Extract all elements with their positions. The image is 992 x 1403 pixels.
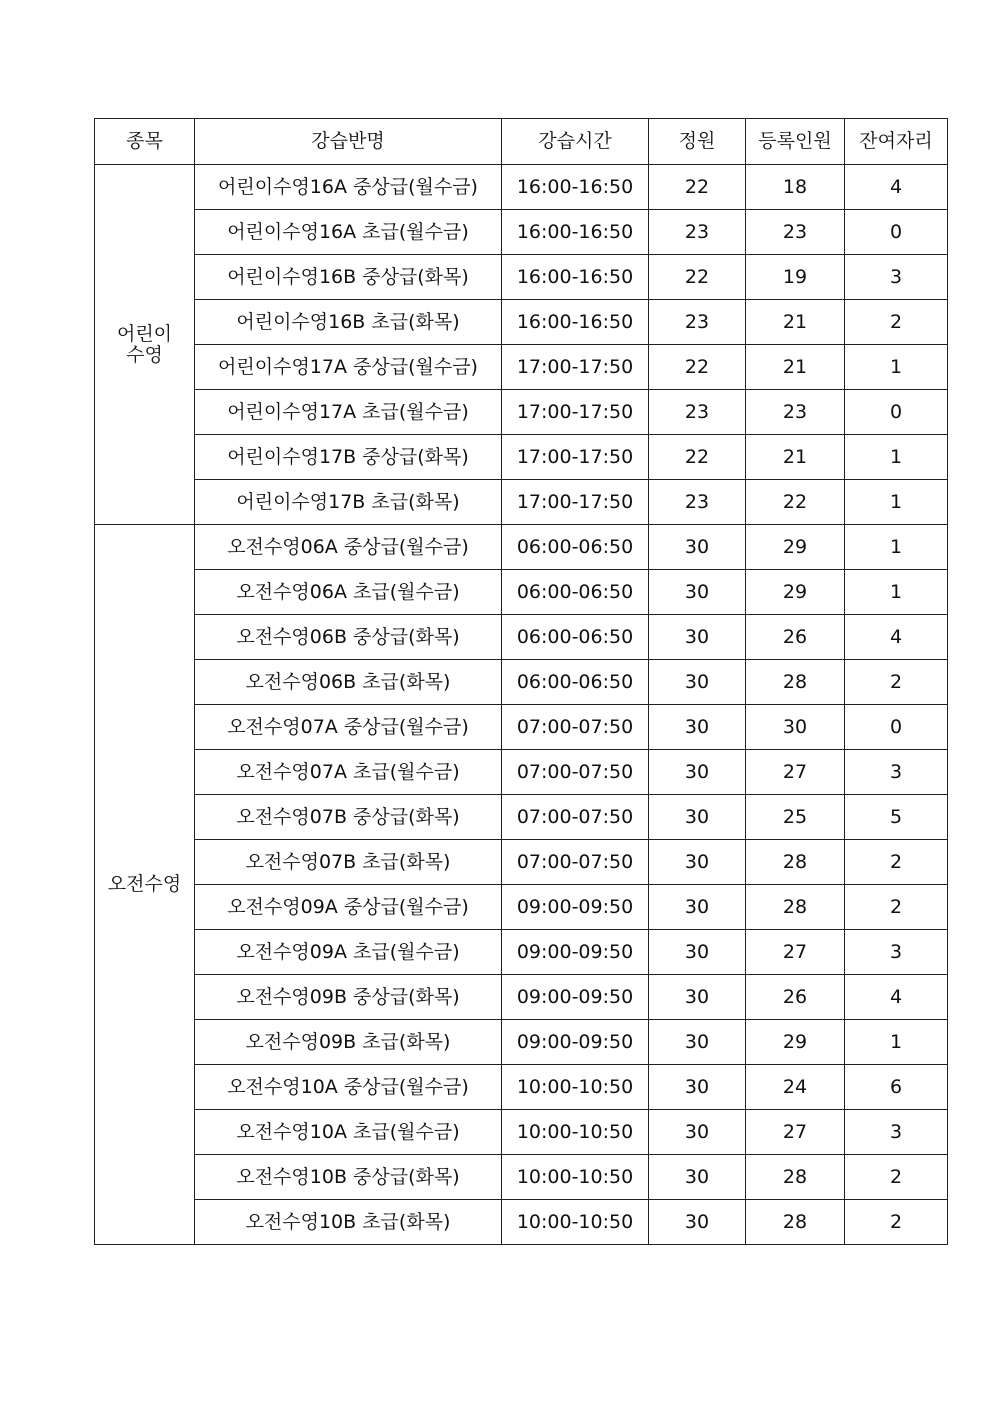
remaining-cell: 0 xyxy=(845,705,948,750)
capacity-cell: 30 xyxy=(649,570,746,615)
table-row xyxy=(95,300,948,345)
table-row xyxy=(95,165,948,210)
remaining-cell: 1 xyxy=(845,525,948,570)
remaining-cell: 2 xyxy=(845,1155,948,1200)
class-name-cell: 오전수영06B 초급(화목) xyxy=(195,660,502,705)
class-enrollment-table xyxy=(94,118,948,1245)
table-header xyxy=(95,119,948,165)
class-time-cell: 16:00-16:50 xyxy=(502,165,649,210)
registered-cell: 29 xyxy=(746,570,845,615)
registered-cell: 25 xyxy=(746,795,845,840)
capacity-cell: 30 xyxy=(649,525,746,570)
remaining-cell: 2 xyxy=(845,660,948,705)
class-time-cell: 06:00-06:50 xyxy=(502,525,649,570)
remaining-cell: 4 xyxy=(845,615,948,660)
capacity-cell: 30 xyxy=(649,1020,746,1065)
registered-cell: 26 xyxy=(746,975,845,1020)
registered-cell: 28 xyxy=(746,840,845,885)
capacity-cell: 30 xyxy=(649,885,746,930)
table-row xyxy=(95,615,948,660)
class-name-cell: 오전수영06B 중상급(화목) xyxy=(195,615,502,660)
registered-cell: 23 xyxy=(746,390,845,435)
capacity-cell: 23 xyxy=(649,300,746,345)
table-row xyxy=(95,570,948,615)
remaining-cell: 1 xyxy=(845,570,948,615)
class-name-cell: 오전수영07B 초급(화목) xyxy=(195,840,502,885)
remaining-cell: 1 xyxy=(845,345,948,390)
class-name-cell: 오전수영07A 중상급(월수금) xyxy=(195,705,502,750)
class-name-cell: 오전수영07A 초급(월수금) xyxy=(195,750,502,795)
class-name-cell: 오전수영06A 초급(월수금) xyxy=(195,570,502,615)
registered-cell: 29 xyxy=(746,525,845,570)
remaining-cell: 0 xyxy=(845,210,948,255)
remaining-cell: 1 xyxy=(845,435,948,480)
table-row xyxy=(95,1065,948,1110)
class-time-cell: 09:00-09:50 xyxy=(502,975,649,1020)
class-name-cell: 오전수영09B 초급(화목) xyxy=(195,1020,502,1065)
remaining-cell: 4 xyxy=(845,975,948,1020)
class-name-cell: 어린이수영17B 중상급(화목) xyxy=(195,435,502,480)
class-name-cell: 어린이수영16B 초급(화목) xyxy=(195,300,502,345)
remaining-cell: 1 xyxy=(845,1020,948,1065)
remaining-cell: 6 xyxy=(845,1065,948,1110)
class-name-cell: 오전수영10A 중상급(월수금) xyxy=(195,1065,502,1110)
class-time-cell: 07:00-07:50 xyxy=(502,795,649,840)
table-row xyxy=(95,1200,948,1245)
table-row xyxy=(95,480,948,525)
registered-cell: 24 xyxy=(746,1065,845,1110)
table-row xyxy=(95,885,948,930)
header-class-time: 강습시간 xyxy=(502,119,649,165)
class-name-cell: 오전수영10B 초급(화목) xyxy=(195,1200,502,1245)
capacity-cell: 30 xyxy=(649,1065,746,1110)
class-name-cell: 오전수영10A 초급(월수금) xyxy=(195,1110,502,1155)
class-time-cell: 09:00-09:50 xyxy=(502,885,649,930)
registered-cell: 28 xyxy=(746,660,845,705)
class-time-cell: 10:00-10:50 xyxy=(502,1155,649,1200)
capacity-cell: 23 xyxy=(649,390,746,435)
registered-cell: 28 xyxy=(746,1155,845,1200)
remaining-cell: 3 xyxy=(845,255,948,300)
header-row xyxy=(95,119,948,165)
table-row xyxy=(95,795,948,840)
capacity-cell: 30 xyxy=(649,840,746,885)
capacity-cell: 22 xyxy=(649,255,746,300)
capacity-cell: 30 xyxy=(649,615,746,660)
registered-cell: 18 xyxy=(746,165,845,210)
class-name-cell: 오전수영06A 중상급(월수금) xyxy=(195,525,502,570)
remaining-cell: 3 xyxy=(845,1110,948,1155)
class-time-cell: 07:00-07:50 xyxy=(502,705,649,750)
registered-cell: 23 xyxy=(746,210,845,255)
class-name-cell: 어린이수영16A 중상급(월수금) xyxy=(195,165,502,210)
class-name-cell: 어린이수영17A 중상급(월수금) xyxy=(195,345,502,390)
table-row xyxy=(95,1155,948,1200)
table-row xyxy=(95,1020,948,1065)
class-name-cell: 오전수영09B 중상급(화목) xyxy=(195,975,502,1020)
header-registered: 등록인원 xyxy=(746,119,845,165)
capacity-cell: 30 xyxy=(649,1155,746,1200)
class-time-cell: 17:00-17:50 xyxy=(502,345,649,390)
class-time-cell: 07:00-07:50 xyxy=(502,750,649,795)
class-time-cell: 10:00-10:50 xyxy=(502,1065,649,1110)
table-row xyxy=(95,210,948,255)
class-time-cell: 10:00-10:50 xyxy=(502,1200,649,1245)
class-time-cell: 09:00-09:50 xyxy=(502,930,649,975)
registered-cell: 21 xyxy=(746,435,845,480)
class-name-cell: 어린이수영17B 초급(화목) xyxy=(195,480,502,525)
capacity-cell: 30 xyxy=(649,660,746,705)
remaining-cell: 0 xyxy=(845,390,948,435)
table-row xyxy=(95,1110,948,1155)
capacity-cell: 23 xyxy=(649,480,746,525)
category-cell: 오전수영 xyxy=(95,525,195,1245)
remaining-cell: 2 xyxy=(845,885,948,930)
header-category: 종목 xyxy=(95,119,195,165)
capacity-cell: 23 xyxy=(649,210,746,255)
registered-cell: 22 xyxy=(746,480,845,525)
table-row xyxy=(95,930,948,975)
table-row xyxy=(95,525,948,570)
registered-cell: 29 xyxy=(746,1020,845,1065)
remaining-cell: 5 xyxy=(845,795,948,840)
registered-cell: 28 xyxy=(746,885,845,930)
registered-cell: 26 xyxy=(746,615,845,660)
class-time-cell: 10:00-10:50 xyxy=(502,1110,649,1155)
class-name-cell: 어린이수영16A 초급(월수금) xyxy=(195,210,502,255)
class-name-cell: 오전수영07B 중상급(화목) xyxy=(195,795,502,840)
class-name-cell: 어린이수영16B 중상급(화목) xyxy=(195,255,502,300)
remaining-cell: 2 xyxy=(845,1200,948,1245)
remaining-cell: 3 xyxy=(845,930,948,975)
class-name-cell: 어린이수영17A 초급(월수금) xyxy=(195,390,502,435)
registered-cell: 21 xyxy=(746,345,845,390)
table-body xyxy=(95,165,948,1245)
remaining-cell: 2 xyxy=(845,300,948,345)
class-time-cell: 07:00-07:50 xyxy=(502,840,649,885)
class-name-cell: 오전수영10B 중상급(화목) xyxy=(195,1155,502,1200)
class-time-cell: 16:00-16:50 xyxy=(502,210,649,255)
remaining-cell: 1 xyxy=(845,480,948,525)
registered-cell: 27 xyxy=(746,1110,845,1155)
capacity-cell: 30 xyxy=(649,975,746,1020)
table-row xyxy=(95,750,948,795)
class-time-cell: 17:00-17:50 xyxy=(502,435,649,480)
capacity-cell: 30 xyxy=(649,1110,746,1155)
table-row xyxy=(95,975,948,1020)
registered-cell: 27 xyxy=(746,930,845,975)
table-row xyxy=(95,345,948,390)
table-row xyxy=(95,660,948,705)
class-time-cell: 06:00-06:50 xyxy=(502,660,649,705)
category-cell: 어린이 수영 xyxy=(95,165,195,525)
capacity-cell: 30 xyxy=(649,930,746,975)
class-time-cell: 06:00-06:50 xyxy=(502,570,649,615)
registered-cell: 19 xyxy=(746,255,845,300)
registered-cell: 21 xyxy=(746,300,845,345)
class-time-cell: 16:00-16:50 xyxy=(502,300,649,345)
registered-cell: 30 xyxy=(746,705,845,750)
capacity-cell: 22 xyxy=(649,345,746,390)
capacity-cell: 30 xyxy=(649,795,746,840)
class-time-cell: 09:00-09:50 xyxy=(502,1020,649,1065)
class-time-cell: 06:00-06:50 xyxy=(502,615,649,660)
header-class-name: 강습반명 xyxy=(195,119,502,165)
table-row xyxy=(95,255,948,300)
capacity-cell: 22 xyxy=(649,435,746,480)
table-row xyxy=(95,840,948,885)
remaining-cell: 4 xyxy=(845,165,948,210)
class-time-cell: 17:00-17:50 xyxy=(502,480,649,525)
table-row xyxy=(95,705,948,750)
table-row xyxy=(95,435,948,480)
header-remaining: 잔여자리 xyxy=(845,119,948,165)
registered-cell: 28 xyxy=(746,1200,845,1245)
remaining-cell: 3 xyxy=(845,750,948,795)
capacity-cell: 22 xyxy=(649,165,746,210)
registered-cell: 27 xyxy=(746,750,845,795)
class-name-cell: 오전수영09A 초급(월수금) xyxy=(195,930,502,975)
capacity-cell: 30 xyxy=(649,750,746,795)
header-capacity: 정원 xyxy=(649,119,746,165)
class-time-cell: 17:00-17:50 xyxy=(502,390,649,435)
capacity-cell: 30 xyxy=(649,1200,746,1245)
remaining-cell: 2 xyxy=(845,840,948,885)
class-time-cell: 16:00-16:50 xyxy=(502,255,649,300)
class-name-cell: 오전수영09A 중상급(월수금) xyxy=(195,885,502,930)
capacity-cell: 30 xyxy=(649,705,746,750)
table-row xyxy=(95,390,948,435)
